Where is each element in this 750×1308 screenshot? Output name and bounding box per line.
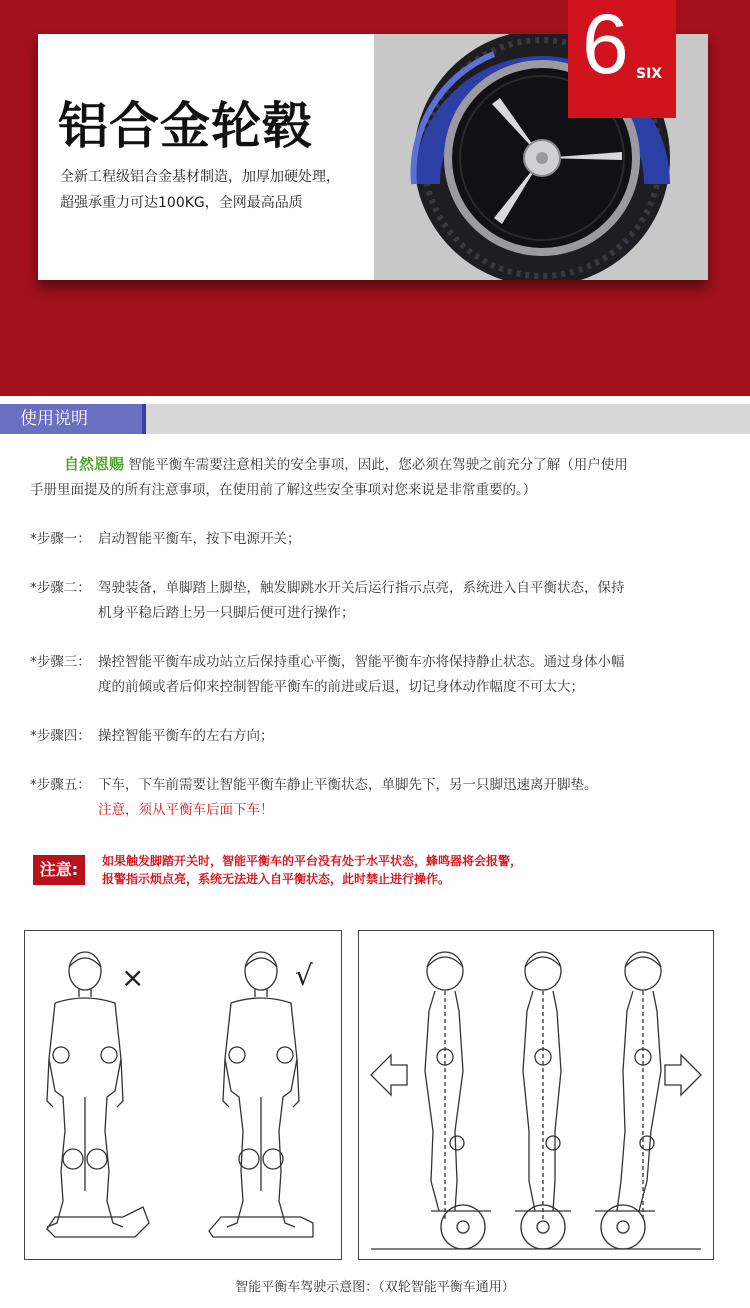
- arrow-right-icon: [665, 1055, 701, 1095]
- step-5: [30, 773, 598, 823]
- step-label: *步骤四：: [30, 728, 91, 744]
- section-header: [0, 404, 750, 434]
- notice-tag: 注意:: [33, 855, 85, 885]
- figure-lean-forward: [595, 952, 661, 1249]
- stance-diagram-front: [24, 930, 342, 1260]
- hero-title: 铝合金轮毂: [58, 97, 313, 155]
- step-text: 操控智能平衡车成功站立后保持重心平衡，智能平衡车亦将保持静止状态。通过身体小幅: [98, 654, 625, 670]
- step-text: 下车，下车前需要让智能平衡车静止平衡状态，单脚先下，另一只脚迅速离开脚垫。: [98, 777, 598, 793]
- stance-diagram-side: [358, 930, 714, 1260]
- step-text: 机身平稳后踏上另一只脚后便可进行操作；: [98, 605, 355, 621]
- figure-wrong: [47, 952, 149, 1237]
- step-4: [30, 724, 274, 749]
- intro-line-1: [64, 452, 628, 478]
- step-text: 启动智能平衡车，按下电源开关；: [98, 531, 301, 547]
- hero-description: [60, 164, 340, 216]
- section-title: 使用说明: [0, 404, 146, 434]
- step-text: 操控智能平衡车的左右方向；: [98, 728, 274, 744]
- hero-banner: [0, 0, 750, 396]
- arrow-left-icon: [371, 1055, 407, 1095]
- step-label: *步骤二：: [30, 580, 91, 596]
- badge-label: SIX: [636, 66, 663, 82]
- figure-upright: [515, 952, 571, 1249]
- step-label: *步骤一：: [30, 531, 91, 547]
- notice-text: [102, 852, 522, 888]
- figure-right: [209, 952, 313, 1237]
- wrong-mark-icon: ×: [121, 961, 145, 994]
- step-2: [30, 576, 625, 626]
- step-3: [30, 650, 625, 700]
- diagram-caption: 智能平衡车驾驶示意图：（双轮智能平衡车通用）: [235, 1280, 515, 1295]
- hero-desc-line: 超强承重力可达100KG，全网最高品质: [60, 195, 303, 211]
- intro-line-2: 手册里面提及的所有注意事项，在使用前了解这些安全事项对您来说是非常重要的。）: [30, 482, 537, 498]
- right-mark-icon: √: [295, 959, 313, 992]
- step-warning-note: 注意，须从平衡车后面下车！: [98, 802, 274, 818]
- notice-line: 报警指示烦点亮，系统无法进入自平衡状态，此时禁止进行操作。: [102, 872, 451, 886]
- step-text: 驾驶装备，单脚踏上脚垫，触发脚跳水开关后运行指示点亮，系统进入自平衡状态，保持: [98, 580, 625, 596]
- step-1: [30, 527, 301, 552]
- step-text: 度的前倾或者后仰来控制智能平衡车的前进或后退，切记身体动作幅度不可太大；: [98, 679, 584, 695]
- section-number-badge: [568, 0, 676, 118]
- front-view-illustration: [25, 931, 340, 1258]
- hero-desc-line: 全新工程级铝合金基材制造，加厚加硬处理，: [60, 169, 340, 185]
- step-label: *步骤三：: [30, 654, 91, 670]
- figure-lean-back: [425, 952, 491, 1249]
- step-label: *步骤五：: [30, 777, 91, 793]
- brand-name: 自然恩赐: [64, 455, 125, 473]
- notice-line: 如果触发脚踏开关时，智能平衡车的平台没有处于水平状态，蜂鸣器将会报警，: [102, 854, 523, 868]
- intro-text: 智能平衡车需要注意相关的安全事项，因此，您必须在驾驶之前充分了解（用户使用: [124, 457, 628, 473]
- side-view-illustration: [359, 931, 712, 1258]
- badge-number: 6: [582, 0, 629, 91]
